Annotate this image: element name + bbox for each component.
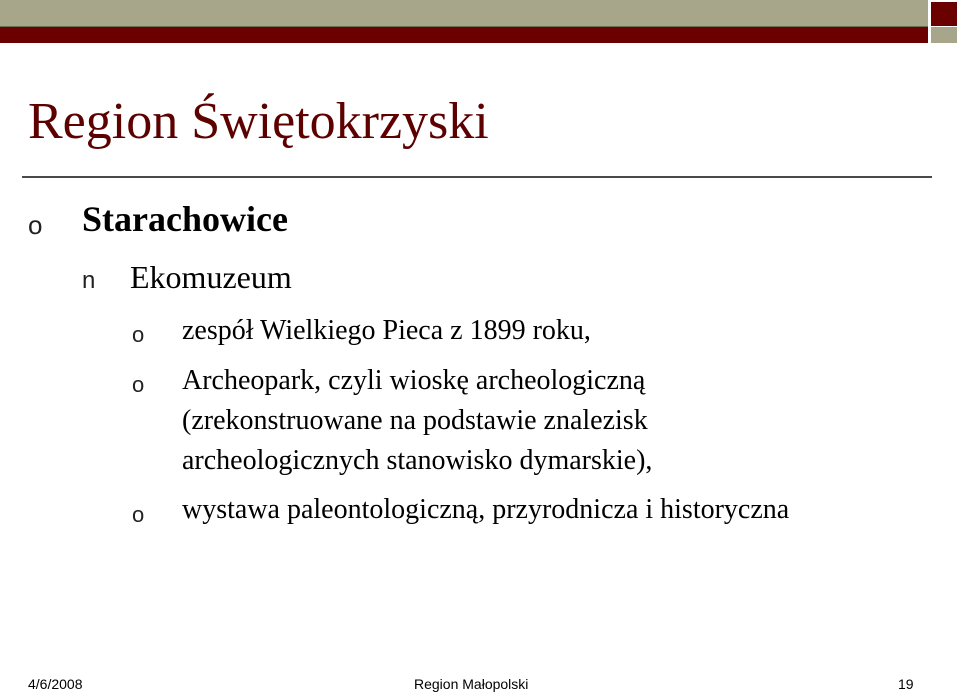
bullet-marker: o	[28, 210, 43, 240]
list-item: zespół Wielkiego Pieca z 1899 roku,	[182, 315, 591, 346]
slide-title: Region Świętokrzyski	[28, 93, 489, 150]
footer-title: Region Małopolski	[414, 676, 529, 692]
title-divider	[22, 176, 932, 178]
subsection-heading: Ekomuzeum	[130, 259, 292, 295]
bullet-marker: o	[132, 372, 145, 397]
bullet-marker: o	[132, 502, 145, 527]
header-band-olive	[0, 0, 928, 27]
bullet-marker: n	[82, 267, 96, 294]
footer-date: 4/6/2008	[28, 676, 83, 692]
list-item-line: (zrekonstruowane na podstawie znalezisk	[182, 405, 648, 436]
header-band-red	[0, 27, 928, 43]
corner-square-red	[931, 2, 957, 26]
corner-square-olive	[931, 27, 957, 43]
slide-number: 19	[898, 676, 914, 692]
bullet-marker: o	[132, 322, 145, 347]
section-heading: Starachowice	[82, 199, 288, 239]
list-item-line: archeologicznych stanowisko dymarskie),	[182, 445, 653, 476]
list-item	[182, 361, 652, 481]
list-item: wystawa paleontologiczną, przyrodnicza i historyczna	[182, 494, 790, 525]
list-item-line: Archeopark, czyli wioskę archeologiczną	[182, 365, 646, 396]
